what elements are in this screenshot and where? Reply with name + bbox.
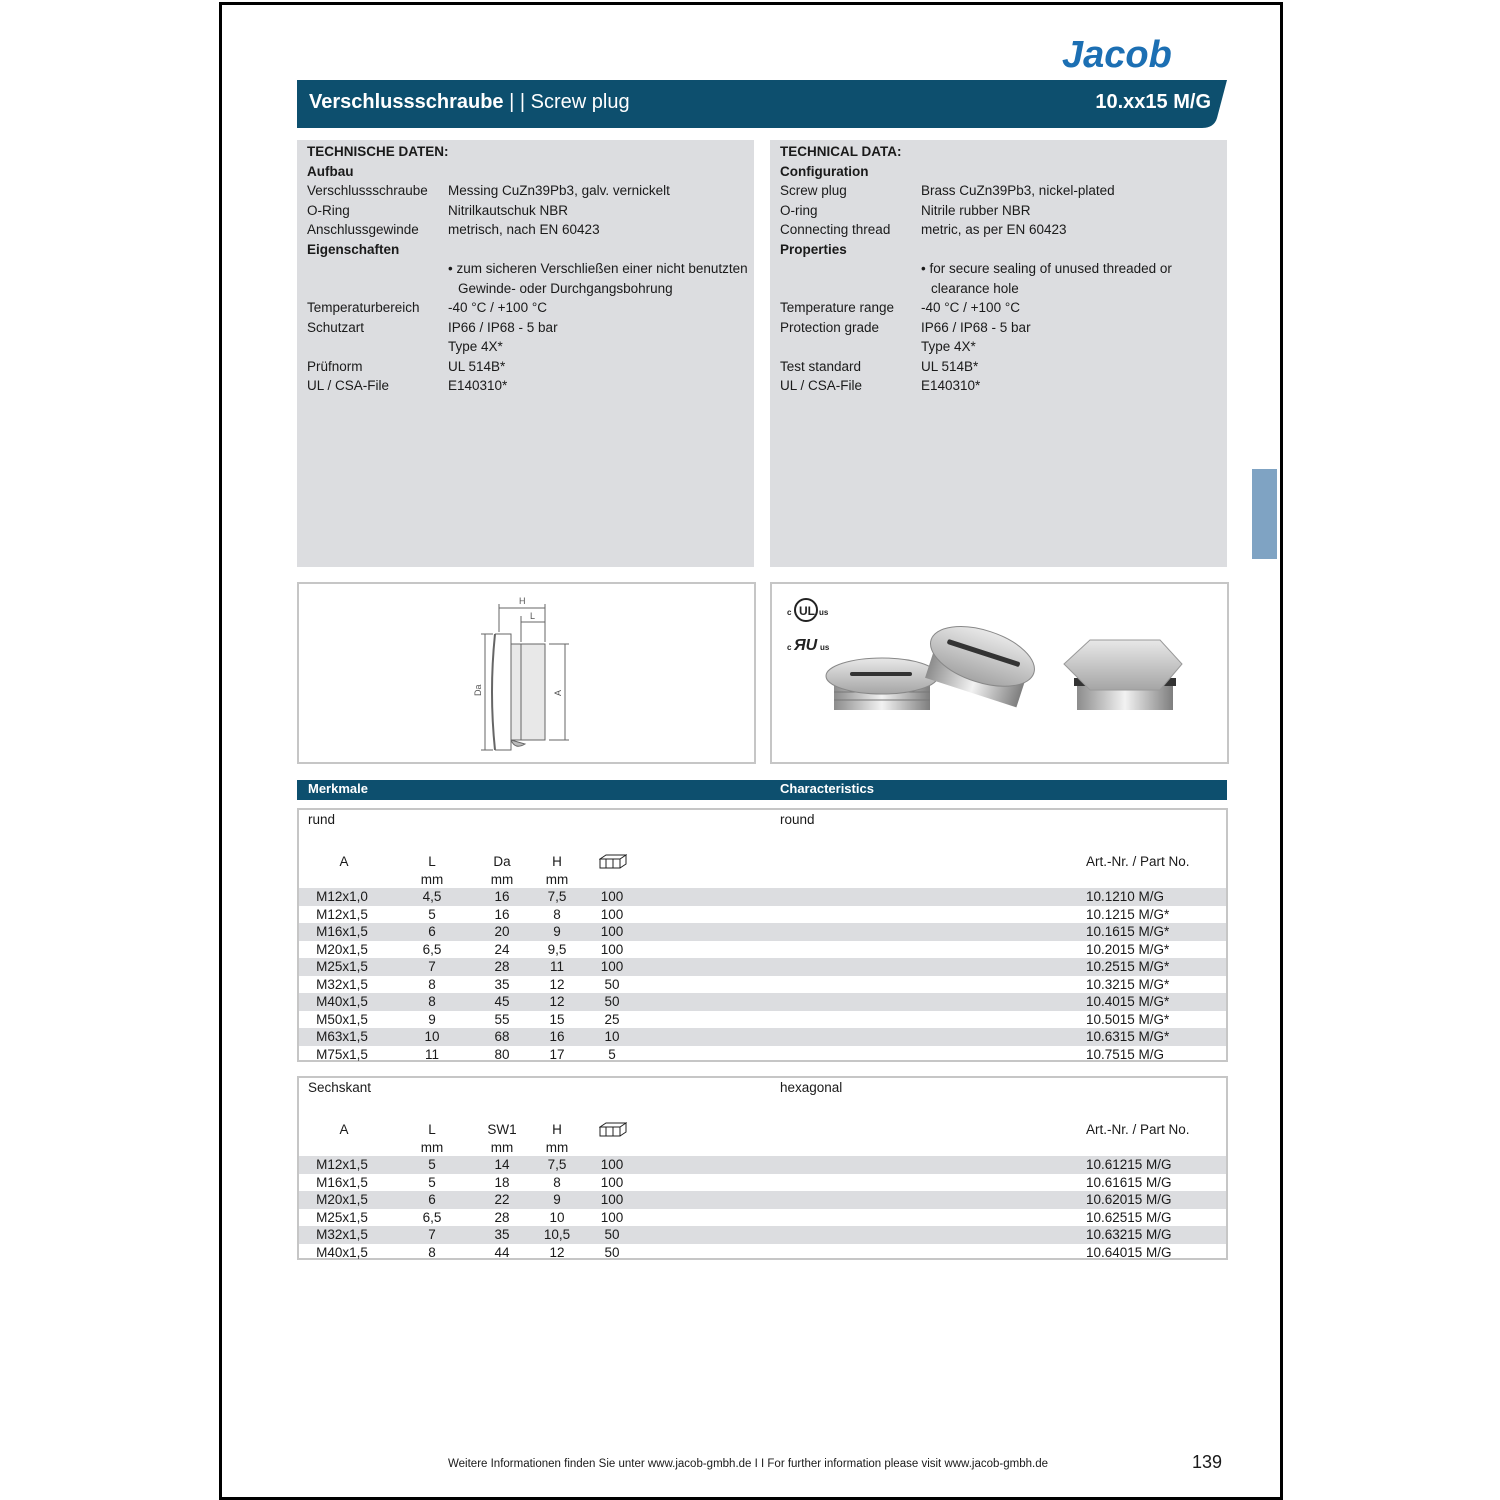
product-photo <box>772 584 1227 762</box>
partno-header: Art.-Nr. / Part No. <box>1086 1122 1190 1137</box>
table-row <box>299 923 1226 941</box>
property-bullet: • zum sicheren Verschließen einer nicht benutzten <box>448 261 748 276</box>
height: 17 <box>549 1046 565 1062</box>
tech-value: -40 °C / +100 °C <box>448 300 547 315</box>
section-build: Aufbau <box>307 163 354 179</box>
tech-value: UL 514B* <box>921 358 979 374</box>
tech-heading: TECHNISCHE DATEN: <box>307 144 449 159</box>
diameter: 80 <box>494 1046 510 1062</box>
height: 16 <box>549 1029 565 1044</box>
package-qty: 100 <box>600 889 624 904</box>
length: 6 <box>428 924 436 939</box>
section-build: Configuration <box>780 163 869 179</box>
tech-value: Type 4X* <box>921 339 976 354</box>
product-photo-box <box>770 582 1229 764</box>
thread-size: M40x1,5 <box>316 1244 368 1260</box>
height: 7,5 <box>547 889 567 904</box>
product-code: 10.xx15 M/G <box>1095 91 1211 113</box>
table-row <box>299 1028 1226 1046</box>
svg-text:us: us <box>820 643 830 652</box>
col-header: H <box>552 1122 562 1137</box>
tech-value: Messing CuZn39Pb3, galv. vernickelt <box>448 183 670 198</box>
diameter: 35 <box>494 976 510 992</box>
hexagonal-plug-table <box>297 1076 1228 1260</box>
col-header: A <box>339 854 349 869</box>
diameter: 16 <box>494 889 510 904</box>
diameter: 22 <box>494 1192 510 1207</box>
property-bullet: • for secure sealing of unused threaded or <box>921 261 1172 276</box>
tech-label: Protection grade <box>780 319 880 335</box>
section-properties: Properties <box>780 241 847 257</box>
unit-label: mm <box>420 872 444 887</box>
characteristics-label-en: Characteristics <box>780 781 874 796</box>
technical-data-german <box>297 140 754 567</box>
tech-value: IP66 / IP68 - 5 bar <box>921 319 1031 335</box>
height: 9 <box>553 924 561 939</box>
tech-value: IP66 / IP68 - 5 bar <box>448 319 558 335</box>
length: 7 <box>428 1227 436 1242</box>
tech-value: -40 °C / +100 °C <box>921 300 1020 315</box>
height: 12 <box>549 976 565 992</box>
table-row <box>299 1226 1226 1244</box>
dim-label-a: A <box>553 689 563 696</box>
thread-size: M12x1,0 <box>316 889 368 904</box>
title-banner <box>297 80 1227 128</box>
tech-value: Brass CuZn39Pb3, nickel-plated <box>921 183 1115 198</box>
part-number: 10.61215 M/G <box>1086 1157 1172 1172</box>
height: 9 <box>553 1192 561 1207</box>
diameter: 24 <box>494 941 510 957</box>
part-number: 10.1210 M/G <box>1086 889 1165 904</box>
table-row <box>299 1156 1226 1174</box>
tech-value: E140310* <box>448 378 508 393</box>
package-qty: 100 <box>600 906 624 922</box>
diameter: 35 <box>494 1227 510 1242</box>
tech-label: Screw plug <box>780 183 847 198</box>
tech-value: E140310* <box>921 378 981 393</box>
height: 12 <box>549 994 565 1009</box>
side-register-tab <box>1252 469 1277 559</box>
table-row <box>299 1244 1226 1262</box>
length: 4,5 <box>422 889 442 904</box>
package-qty: 100 <box>600 1192 624 1207</box>
part-number: 10.5015 M/G* <box>1086 1011 1170 1027</box>
part-number: 10.3215 M/G* <box>1086 976 1170 992</box>
svg-text:c: c <box>787 608 792 617</box>
property-bullet-cont: Gewinde- oder Durchgangsbohrung <box>458 280 673 296</box>
technical-drawing <box>299 584 754 762</box>
package-quantity-icon <box>599 854 627 870</box>
package-qty: 100 <box>600 1157 624 1172</box>
tech-label: Anschlussgewinde <box>307 222 419 237</box>
col-header: SW1 <box>487 1122 517 1137</box>
col-header: L <box>428 1122 436 1137</box>
table-row <box>299 1046 1226 1064</box>
package-qty: 100 <box>600 941 624 957</box>
tech-label: UL / CSA-File <box>780 378 863 393</box>
recognized-component-mark-icon <box>787 637 830 654</box>
package-qty: 50 <box>604 1244 620 1260</box>
diameter: 14 <box>494 1157 510 1172</box>
part-number: 10.2015 M/G* <box>1086 941 1170 957</box>
characteristics-label-de: Merkmale <box>308 781 368 796</box>
col-header: L <box>428 854 436 869</box>
jacob-logo <box>1060 34 1230 74</box>
svg-text:us: us <box>819 608 829 617</box>
diameter: 45 <box>494 994 510 1009</box>
tech-heading: TECHNICAL DATA: <box>780 144 902 159</box>
tech-label: Schutzart <box>307 319 365 335</box>
thread-size: M12x1,5 <box>316 1157 368 1172</box>
length: 11 <box>424 1046 439 1062</box>
diameter: 20 <box>494 924 510 939</box>
svg-text:c: c <box>787 643 792 652</box>
unit-label: mm <box>490 1140 514 1155</box>
thread-size: M32x1,5 <box>316 1227 368 1242</box>
tech-label: Verschlussschraube <box>307 183 428 198</box>
height: 9,5 <box>547 941 567 957</box>
thread-size: M12x1,5 <box>316 906 368 922</box>
length: 8 <box>428 1244 436 1260</box>
dim-label-l: L <box>530 611 536 621</box>
tech-value: metrisch, nach EN 60423 <box>448 222 600 237</box>
footer-text: Weitere Informationen finden Sie unter www.jacob-gmbh.de I I For further information please visit www.jacob-gmbh.de <box>448 1458 1048 1470</box>
diameter: 28 <box>494 1209 510 1225</box>
package-qty: 10 <box>604 1029 620 1044</box>
length: 6 <box>428 1192 436 1207</box>
table-row <box>299 1174 1226 1192</box>
part-number: 10.61615 M/G <box>1086 1174 1172 1190</box>
height: 8 <box>553 906 561 922</box>
thread-size: M40x1,5 <box>316 994 368 1009</box>
technical-data-english <box>770 140 1227 567</box>
thread-size: M63x1,5 <box>316 1029 368 1044</box>
thread-size: M16x1,5 <box>316 1174 368 1190</box>
tech-label: Temperaturbereich <box>307 300 420 315</box>
tech-label: Test standard <box>780 358 862 374</box>
diameter: 68 <box>494 1029 510 1044</box>
partno-header: Art.-Nr. / Part No. <box>1086 854 1190 869</box>
title-english: Screw plug <box>530 91 630 113</box>
part-number: 10.62515 M/G <box>1086 1209 1172 1225</box>
svg-text:ЯU: ЯU <box>794 637 818 654</box>
unit-label: mm <box>420 1140 444 1155</box>
length: 6,5 <box>422 941 442 957</box>
table-caption-en: hexagonal <box>780 1080 843 1095</box>
ul-mark-icon <box>787 599 829 621</box>
round-screw-plug-angled-image <box>919 615 1041 709</box>
unit-label: mm <box>545 872 569 887</box>
svg-text:UL: UL <box>799 604 815 618</box>
package-qty: 5 <box>608 1046 616 1062</box>
property-bullet-cont: clearance hole <box>931 280 1019 296</box>
height: 10 <box>549 1209 565 1225</box>
logo-text: Jacob <box>1062 34 1172 74</box>
tech-label: Prüfnorm <box>307 358 363 374</box>
tech-value: Nitrile rubber NBR <box>921 202 1031 218</box>
part-number: 10.2515 M/G* <box>1086 959 1170 974</box>
diameter: 44 <box>494 1244 510 1260</box>
length: 6,5 <box>422 1209 442 1225</box>
diameter: 18 <box>494 1174 510 1190</box>
part-number: 10.1615 M/G* <box>1086 924 1170 939</box>
thread-size: M20x1,5 <box>316 941 368 957</box>
tech-value: Nitrilkautschuk NBR <box>448 202 569 218</box>
part-number: 10.62015 M/G <box>1086 1192 1172 1207</box>
tech-label: O-Ring <box>307 202 350 218</box>
part-number: 10.4015 M/G* <box>1086 994 1170 1009</box>
length: 8 <box>428 976 436 992</box>
page-number: 139 <box>1192 1452 1223 1472</box>
part-number: 10.64015 M/G <box>1086 1244 1172 1260</box>
part-number: 10.7515 M/G <box>1086 1046 1165 1062</box>
thread-size: M25x1,5 <box>316 959 368 974</box>
table-row <box>299 976 1226 994</box>
package-qty: 100 <box>600 959 624 974</box>
length: 7 <box>428 959 436 974</box>
part-number: 10.6315 M/G* <box>1086 1029 1170 1044</box>
dim-label-h: H <box>519 596 526 606</box>
package-qty: 50 <box>604 1227 620 1242</box>
package-qty: 100 <box>600 1209 624 1225</box>
unit-label: mm <box>490 872 514 887</box>
package-quantity-icon <box>599 1122 627 1138</box>
height: 15 <box>549 1011 565 1027</box>
tech-label: Connecting thread <box>780 222 891 237</box>
height: 8 <box>553 1174 561 1190</box>
table-row <box>299 906 1226 924</box>
thread-size: M75x1,5 <box>316 1046 368 1062</box>
length: 9 <box>428 1011 436 1027</box>
package-qty: 100 <box>600 924 624 939</box>
tech-value: Type 4X* <box>448 339 503 354</box>
thread-size: M50x1,5 <box>316 1011 368 1027</box>
round-screw-plug-image <box>826 658 938 710</box>
part-number: 10.1215 M/G* <box>1086 906 1170 922</box>
thread-size: M16x1,5 <box>316 924 368 939</box>
height: 10,5 <box>543 1227 571 1242</box>
table-row <box>299 993 1226 1011</box>
tech-value: metric, as per EN 60423 <box>921 222 1067 237</box>
thread-size: M25x1,5 <box>316 1209 368 1225</box>
length: 10 <box>424 1029 440 1044</box>
length: 5 <box>428 1174 436 1190</box>
table-caption-de: rund <box>308 812 336 827</box>
package-qty: 100 <box>600 1174 624 1190</box>
thread-size: M20x1,5 <box>316 1192 368 1207</box>
diameter: 16 <box>494 906 510 922</box>
length: 5 <box>428 906 436 922</box>
col-header: H <box>552 854 562 869</box>
banner-title <box>309 91 630 114</box>
section-properties: Eigenschaften <box>307 241 400 257</box>
title-german: Verschlussschraube <box>309 91 504 113</box>
package-qty: 25 <box>604 1011 620 1027</box>
table-row <box>299 888 1226 906</box>
thread-size: M32x1,5 <box>316 976 368 992</box>
height: 11 <box>549 959 564 974</box>
table-row <box>299 1011 1226 1029</box>
table-row <box>299 941 1226 959</box>
length: 8 <box>428 994 436 1009</box>
tech-label: Temperature range <box>780 300 895 315</box>
table-caption-en: round <box>780 812 815 827</box>
technical-drawing-box <box>297 582 756 764</box>
col-header: A <box>339 1122 349 1137</box>
package-qty: 50 <box>604 976 620 992</box>
hexagonal-screw-plug-image <box>1064 640 1182 710</box>
part-number: 10.63215 M/G <box>1086 1227 1172 1242</box>
round-plug-table <box>297 808 1228 1062</box>
table-row <box>299 1209 1226 1227</box>
tech-value: UL 514B* <box>448 358 506 374</box>
height: 12 <box>549 1244 565 1260</box>
package-qty: 50 <box>604 994 620 1009</box>
unit-label: mm <box>545 1140 569 1155</box>
diameter: 28 <box>494 959 510 974</box>
height: 7,5 <box>547 1157 567 1172</box>
length: 5 <box>428 1157 436 1172</box>
title-separator: | | <box>509 91 526 113</box>
table-row <box>299 958 1226 976</box>
table-row <box>299 1191 1226 1209</box>
diameter: 55 <box>494 1011 510 1027</box>
tech-label: UL / CSA-File <box>307 378 390 393</box>
col-header: Da <box>493 854 511 869</box>
dim-label-da: Da <box>473 684 483 696</box>
characteristics-bar <box>297 780 1227 800</box>
tech-label: O-ring <box>780 202 818 218</box>
table-caption-de: Sechskant <box>308 1080 372 1095</box>
